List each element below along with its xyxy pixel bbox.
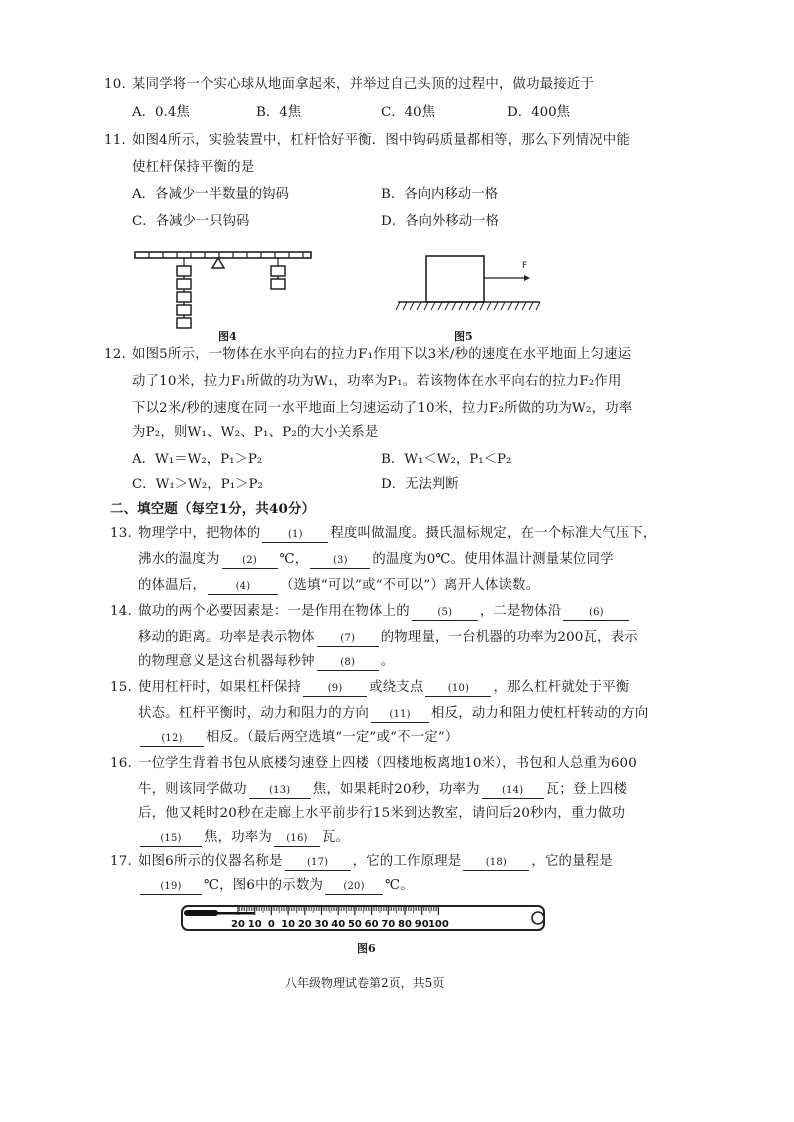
figure-4-lever bbox=[130, 246, 320, 330]
page-footer: 八年级物理试卷第2页，共5页 bbox=[285, 976, 445, 990]
arrow-head-icon bbox=[524, 275, 530, 281]
question-16-line2 bbox=[138, 781, 627, 799]
scale-label: 60 bbox=[364, 919, 379, 930]
scale-label: 40 bbox=[331, 919, 346, 930]
question-10 bbox=[104, 76, 594, 94]
force-label: F bbox=[522, 261, 528, 271]
text: （选填“可以”或“不可以”）离开人体读数。 bbox=[279, 578, 540, 593]
question-number: 15. bbox=[110, 680, 132, 695]
text: ℃， bbox=[279, 552, 309, 567]
blank-11[interactable]: (11) bbox=[371, 708, 429, 723]
q10-option-b: B．4焦 bbox=[256, 105, 302, 120]
blank-14[interactable]: (14) bbox=[482, 784, 544, 799]
block bbox=[426, 256, 484, 302]
left-weights bbox=[177, 266, 191, 328]
blank-7[interactable]: (7) bbox=[317, 632, 379, 647]
question-text-line2: 使杠杆保持平衡的是 bbox=[132, 160, 255, 175]
q11-option-d: D．各向外移动一格 bbox=[381, 214, 499, 229]
hang-hole bbox=[532, 912, 544, 924]
question-16 bbox=[110, 755, 637, 773]
question-16-line3: 后，他又耗时20秒在走廊上水平前步行15米到达教室，请问后20秒内，重力做功 bbox=[138, 806, 626, 821]
blank-12[interactable]: (12) bbox=[140, 732, 204, 747]
question-17 bbox=[110, 853, 613, 871]
text: 瓦；登上四楼 bbox=[545, 782, 628, 797]
text: ，那么杠杆就处于平衡 bbox=[493, 680, 630, 695]
scale-label: 70 bbox=[381, 919, 396, 930]
lever-bar bbox=[135, 252, 311, 258]
text: 程度叫做温度。摄氏温标规定，在一个标准大气压下， bbox=[330, 526, 657, 541]
blank-3[interactable]: (3) bbox=[310, 554, 370, 569]
question-number: 16. bbox=[110, 756, 132, 771]
blank-15[interactable]: (15) bbox=[140, 832, 202, 847]
question-text-line1: 如图4所示，实验装置中，杠杆恰好平衡．图中钩码质量都相等，那么下列情况中能 bbox=[132, 133, 630, 148]
q11-option-a: A．各减少一半数量的钩码 bbox=[132, 187, 289, 202]
figure-5-caption: 图5 bbox=[454, 330, 473, 343]
text: 的体温后， bbox=[138, 578, 206, 593]
section-2-heading: 二、填空题（每空1分，共40分） bbox=[110, 501, 316, 517]
text: ，它的工作原理是 bbox=[352, 854, 462, 869]
question-number: 10. bbox=[104, 77, 126, 92]
blank-5[interactable]: (5) bbox=[412, 606, 478, 621]
scale-label: 30 bbox=[314, 919, 329, 930]
blank-9[interactable]: (9) bbox=[303, 682, 367, 697]
blank-16[interactable]: (16) bbox=[274, 832, 320, 847]
text: 的物理意义是这台机器每秒钟 bbox=[138, 654, 315, 669]
question-13-line2 bbox=[138, 551, 614, 569]
question-13-line3 bbox=[138, 577, 539, 595]
figure-5-block bbox=[394, 254, 544, 316]
text: 焦，功率为 bbox=[204, 830, 272, 845]
blank-10[interactable]: (10) bbox=[425, 682, 491, 697]
question-text-line1: 如图5所示，一物体在水平向右的拉力F₁作用下以3米/秒的速度在水平地面上匀速运 bbox=[132, 347, 632, 362]
question-14-line3 bbox=[138, 653, 394, 671]
question-12 bbox=[104, 346, 631, 364]
question-number: 17. bbox=[110, 854, 132, 869]
lever-ticks bbox=[149, 252, 303, 258]
text: 一位学生背着书包从底楼匀速登上四楼（四楼地板离地10米），书包和人总重为600 bbox=[138, 756, 637, 771]
text: 的温度为0℃。使用体温计测量某位同学 bbox=[372, 552, 614, 567]
question-13 bbox=[110, 525, 657, 543]
question-number: 13. bbox=[110, 526, 132, 541]
text: 相反，动力和阻力使杠杆转动的方向 bbox=[431, 706, 649, 721]
text: ℃。 bbox=[385, 878, 414, 893]
question-number: 11． bbox=[104, 133, 136, 148]
text: 沸水的温度为 bbox=[138, 552, 220, 567]
text: 状态。杠杆平衡时，动力和阻力的方向 bbox=[138, 706, 370, 721]
text: 相反。（最后两空选填“一定”或“不一定”） bbox=[206, 730, 459, 745]
question-15-line3 bbox=[138, 729, 459, 747]
floor-hatching bbox=[396, 302, 540, 310]
text: ℃，图6中的示数为 bbox=[204, 878, 324, 893]
question-text: 某同学将一个实心球从地面拿起来，并举过自己头顶的过程中，做功最接近于 bbox=[132, 77, 595, 92]
q10-option-c: C．40焦 bbox=[381, 105, 436, 120]
blank-18[interactable]: (18) bbox=[463, 856, 529, 871]
question-16-line4 bbox=[138, 829, 349, 847]
thermometer-bulb bbox=[184, 910, 218, 916]
scale-label: 50 bbox=[347, 919, 362, 930]
blank-2[interactable]: (2) bbox=[222, 554, 278, 569]
scale-label: 0 bbox=[267, 919, 275, 930]
text: 的物理量，一台机器的功率为200瓦，表示 bbox=[380, 630, 638, 645]
liquid-column bbox=[216, 912, 254, 915]
blank-8[interactable]: (8) bbox=[317, 656, 379, 671]
text: 如图6所示的仪器名称是 bbox=[138, 854, 283, 869]
scale-label: 100 bbox=[427, 919, 449, 930]
fulcrum bbox=[212, 258, 224, 268]
text: 。 bbox=[380, 654, 395, 669]
text: 做功的两个必要因素是：一是作用在物体上的 bbox=[138, 604, 410, 619]
blank-19[interactable]: (19) bbox=[140, 880, 202, 895]
blank-20[interactable]: (20) bbox=[325, 880, 383, 895]
figure-6-caption: 图6 bbox=[357, 942, 376, 955]
question-number: 12. bbox=[104, 347, 126, 362]
q11-option-c: C．各减少一只钩码 bbox=[132, 214, 250, 229]
blank-1[interactable]: (1) bbox=[262, 528, 328, 543]
text: 物理学中，把物体的 bbox=[138, 526, 261, 541]
blank-13[interactable]: (13) bbox=[249, 784, 311, 799]
question-17-line2 bbox=[138, 877, 414, 895]
blank-17[interactable]: (17) bbox=[285, 856, 351, 871]
q10-option-d: D．400焦 bbox=[507, 105, 571, 120]
blank-4[interactable]: (4) bbox=[208, 580, 278, 595]
question-11 bbox=[104, 132, 630, 150]
scale-label: 90 bbox=[414, 919, 429, 930]
figure-6-thermometer bbox=[180, 900, 556, 934]
q12-option-a: A．W₁＝W₂，P₁＞P₂ bbox=[132, 452, 263, 467]
question-15-line2 bbox=[138, 705, 649, 723]
text: 移动的距离。功率是表示物体 bbox=[138, 630, 315, 645]
text: 焦，如果耗时20秒，功率为 bbox=[312, 782, 480, 797]
question-14-line2 bbox=[138, 629, 638, 647]
text: 或绕支点 bbox=[369, 680, 424, 695]
text: ，它的量程是 bbox=[531, 854, 613, 869]
figure-4-caption: 图4 bbox=[218, 330, 237, 343]
text: 瓦。 bbox=[321, 830, 350, 845]
text: 使用杠杆时，如果杠杆保持 bbox=[138, 680, 302, 695]
scale-label: 20 bbox=[231, 919, 245, 930]
q12-option-d: D．无法判断 bbox=[381, 477, 459, 492]
q12-option-c: C．W₁＞W₂，P₁＞P₂ bbox=[132, 477, 263, 492]
text: ，二是物体沿 bbox=[479, 604, 562, 619]
scale-label: 80 bbox=[398, 919, 412, 930]
q10-option-a: A．0.4焦 bbox=[132, 105, 190, 120]
question-15 bbox=[110, 679, 629, 697]
right-weights bbox=[271, 266, 285, 289]
text: 牛，则该同学做功 bbox=[138, 782, 247, 797]
question-number: 14. bbox=[110, 604, 132, 619]
q11-option-b: B．各向内移动一格 bbox=[381, 187, 498, 202]
question-14 bbox=[110, 603, 631, 621]
question-text-line2: 动了10米，拉力F₁所做的功为W₁，功率为P₁。若该物体在水平向右的拉力F₂作用 bbox=[132, 374, 622, 389]
question-text-line3: 下以2米/秒的速度在同一水平地面上匀速运动了10米，拉力F₂所做的功为W₂，功率 bbox=[132, 401, 633, 416]
question-text-line4: 为P₂，则W₁、W₂、P₁、P₂的大小关系是 bbox=[132, 425, 379, 440]
blank-6[interactable]: (6) bbox=[563, 606, 629, 621]
q12-option-b: B．W₁＜W₂，P₁＜P₂ bbox=[381, 452, 512, 467]
scale-label: 20 bbox=[297, 919, 312, 930]
scale-label: 10 bbox=[281, 919, 296, 930]
scale-label: 10 bbox=[247, 919, 262, 930]
